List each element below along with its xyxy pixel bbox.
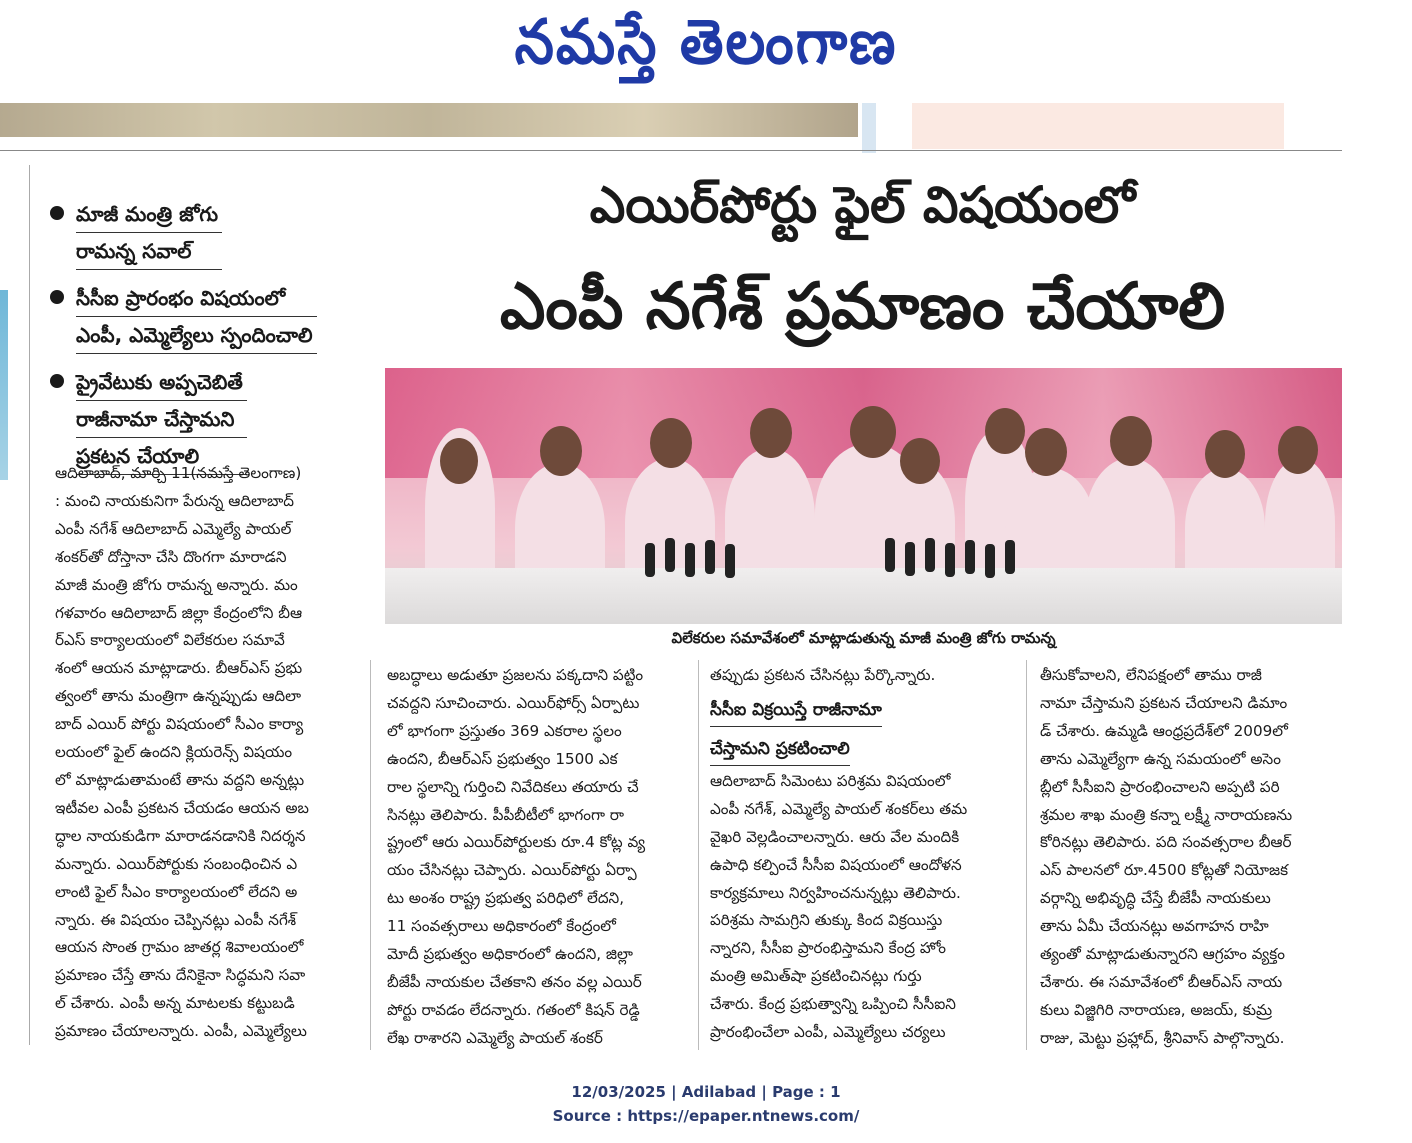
article-line: మోదీ ప్రభుత్వం అధికారంలో ఉందని, జిల్లా bbox=[387, 945, 633, 964]
subheading: సీసీఐ విక్రయిస్తే రాజీనామా bbox=[710, 694, 882, 727]
article-line: లాంటి ఫైల్ సీఎం కార్యాలయంలో లేదని అ bbox=[55, 882, 298, 901]
microphone-icon bbox=[905, 542, 915, 576]
person-figure bbox=[725, 448, 815, 588]
article-line: తీసుకోవాలని, లేనిపక్షంలో తాము రాజీ bbox=[1040, 666, 1262, 684]
microphone-icon bbox=[925, 538, 935, 572]
article-line: ద్ధాల నాయకుడిగా మారాడనడానికి నిదర్శన bbox=[55, 826, 306, 845]
article-line: లో మాట్లాడుతామంటే తాను వద్దని అన్నట్లు bbox=[55, 770, 305, 789]
newspaper-logo: నమస్తే తెలంగాణ bbox=[514, 6, 898, 79]
article-line: న్నారు. ఈ విషయం చెప్పినట్లు ఎంపీ నగేశ్ bbox=[55, 910, 297, 929]
top-rule bbox=[0, 150, 1342, 151]
microphone-icon bbox=[705, 540, 715, 574]
article-line: : మంచి నాయకునిగా పేరున్న ఆదిలాబాద్ bbox=[55, 491, 294, 510]
article-line: బ్లీలో సీసీఐని ప్రారంభించాలని అప్పటి పరి bbox=[1040, 777, 1280, 796]
bullet-line: మాజీ మంత్రి జోగు bbox=[76, 196, 222, 233]
person-head bbox=[850, 406, 896, 458]
article-line: ఆయన సొంత గ్రామం జాతర్ల శివాలయంలో bbox=[55, 938, 304, 957]
article-line: వైఖరి వెల్లడించాలన్నారు. ఆరు వేల మందికి bbox=[710, 827, 960, 846]
person-head bbox=[1205, 430, 1245, 478]
microphone-icon bbox=[725, 544, 735, 578]
microphone-icon bbox=[1005, 540, 1015, 574]
person-head bbox=[1025, 428, 1067, 476]
article-line: వర్గాన్ని అభివృద్ధి చేస్తే బీజేపీ నాయకులు bbox=[1040, 889, 1271, 908]
bullet-line: సీసీఐ ప్రారంభం విషయంలో bbox=[76, 280, 317, 317]
person-head bbox=[540, 426, 582, 476]
article-line: 11 సంవత్సరాలు అధికారంలో కేంద్రంలో bbox=[387, 917, 616, 936]
article-line: ఉపాధి కల్పించే సీసీఐ విషయంలో ఆందోళన bbox=[710, 855, 962, 874]
article-line: ఇటీవల ఎంపీ ప్రకటన చేయడం ఆయన అబ bbox=[55, 798, 309, 817]
article-line: బీజేపీ నాయకుల చేతకాని తనం వల్ల ఎయిర్ bbox=[387, 972, 642, 991]
top-photo-strip bbox=[0, 103, 858, 137]
article-column-2 bbox=[387, 662, 685, 1053]
article-line: త్యంతో మాట్లాడుతున్నారని ఆగ్రహం వ్యక్తం bbox=[1040, 945, 1285, 964]
article-line: ర్‌ఎస్ కార్యాలయంలో విలేకరుల సమావే bbox=[55, 631, 285, 650]
article-line: ప్రారంభించేలా ఎంపీ, ఎమ్మెల్యేలు చర్యలు bbox=[710, 1023, 946, 1042]
article-line: చవద్దని సూచించారు. ఎయిర్‌ఫోర్స్ ఏర్పాటు bbox=[387, 693, 640, 712]
microphone-icon bbox=[885, 538, 895, 572]
microphone-icon bbox=[645, 543, 655, 577]
top-pink-strip bbox=[912, 103, 1284, 149]
article-line: త్వంలో తాను మంత్రిగా ఉన్నప్పుడు ఆదిలా bbox=[55, 687, 302, 706]
column-rule bbox=[370, 660, 371, 1050]
bullet-item bbox=[50, 280, 360, 354]
article-line: రాజు, మెట్టు ప్రహ్లాద్, శ్రీనివాస్ పాల్గొన్నారు. bbox=[1040, 1028, 1285, 1047]
article-line: తాను ఎమ్మెల్యేగా ఉన్న సమయంలో అసెం bbox=[1040, 749, 1281, 768]
person-head bbox=[650, 418, 692, 468]
article-line: డ్ చేశారు. ఉమ్మడి ఆంధ్రప్రదేశ్‌లో 2009లో bbox=[1040, 721, 1288, 740]
article-line: శంలో ఆయన మాట్లాడారు. బీఆర్‌ఎస్ ప్రభు bbox=[55, 659, 303, 678]
press-table bbox=[385, 568, 1342, 624]
article-line: మాజీ మంత్రి జోగు రామన్న అన్నారు. మం bbox=[55, 575, 298, 594]
highlight-bullets bbox=[50, 196, 360, 485]
person-head bbox=[985, 408, 1025, 454]
article-line: గళవారం ఆదిలాబాద్ జిల్లా కేంద్రంలోని బీఆ bbox=[55, 603, 303, 622]
article-line: లయంలో ఫైల్ ఉందని క్లియరెన్స్ విషయం bbox=[55, 743, 293, 762]
article-line: ల్ చేశారు. ఎంపీ అన్న మాటలకు కట్టుబడి bbox=[55, 994, 295, 1013]
bullet-dot-icon bbox=[50, 290, 64, 304]
article-line: ఉందని, బీఆర్‌ఎస్ ప్రభుత్వం 1500 ఎక bbox=[387, 749, 618, 768]
photo-caption: విలేకరుల సమావేశంలో మాట్లాడుతున్న మాజీ మంత్రి జోగు రామన్న bbox=[671, 629, 1056, 647]
article-line: తాను ఏమీ చేయనట్లు అవగాహన రాహి bbox=[1040, 917, 1269, 936]
headline-line-2: ఎంపీ నగేశ్ ప్రమాణం చేయాలి bbox=[499, 270, 1226, 344]
microphone-icon bbox=[965, 540, 975, 574]
bullet-dot-icon bbox=[50, 206, 64, 220]
article-line: టు అంశం రాష్ట్ర ప్రభుత్వ పరిధిలో లేదని, bbox=[387, 889, 625, 908]
article-column-4 bbox=[1040, 662, 1342, 1053]
bullet-line: ఎంపీ, ఎమ్మెల్యేలు స్పందించాలి bbox=[76, 317, 317, 354]
person-head bbox=[1110, 416, 1152, 466]
article-line: చేశారు. కేంద్ర ప్రభుత్వాన్ని ఒప్పించి సీసీఐని bbox=[710, 995, 956, 1014]
article-line: పరిశ్రమ సామగ్రిని తుక్కు కింద విక్రయిస్తు bbox=[710, 911, 943, 930]
footer-date-edition: 12/03/2025 | Adilabad | Page : 1 bbox=[571, 1083, 841, 1101]
subheading: చేస్తామని ప్రకటించాలి bbox=[710, 733, 850, 766]
column-rule bbox=[698, 660, 699, 1050]
article-line: న్నారని, సీసీఐ ప్రారంభిస్తామని కేంద్ర హోం bbox=[710, 939, 946, 958]
press-meet-photo bbox=[385, 368, 1342, 624]
bullet-line: ప్రైవేటుకు అప్పచెబితే bbox=[76, 364, 247, 401]
left-column-rule bbox=[29, 165, 30, 1045]
article-line: ఆదిలాబాద్, మార్చి 11(నమస్తే తెలంగాణ) bbox=[55, 464, 302, 482]
article-line: నామా చేస్తామని ప్రకటన చేయాలని డిమాం bbox=[1040, 693, 1288, 712]
article-line: ప్రమాణం చేయాలన్నారు. ఎంపీ, ఎమ్మెల్యేలు bbox=[55, 1022, 307, 1041]
article-line: ఎంపీ నగేశ్, ఎమ్మెల్యే పాయల్ శంకర్‌లు తమ bbox=[710, 799, 968, 818]
article-line: శ్రమల శాఖ మంత్రి కన్నా లక్ష్మీ నారాయణను bbox=[1040, 805, 1293, 824]
footer-source: Source : https://epaper.ntnews.com/ bbox=[552, 1107, 860, 1125]
microphone-icon bbox=[665, 538, 675, 572]
bullet-item bbox=[50, 196, 360, 270]
bullet-line: ప్రకటన చేయాలి bbox=[76, 438, 247, 475]
headline-line-1: ఎయిర్‌పోర్టు ఫైల్ విషయంలో bbox=[589, 176, 1136, 234]
article-line: లో భాగంగా ప్రస్తుతం 369 ఎకరాల స్థలం bbox=[387, 721, 622, 740]
bullet-line: రామన్న సవాల్ bbox=[76, 233, 222, 270]
article-line: తప్పుడు ప్రకటన చేసినట్లు పేర్కొన్నారు. bbox=[710, 666, 936, 684]
microphone-icon bbox=[685, 543, 695, 577]
microphone-icon bbox=[985, 544, 995, 578]
article-line: చేశారు. ఈ సమావేశంలో బీఆర్‌ఎస్ నాయ bbox=[1040, 972, 1283, 991]
article-line: ఆదిలాబాద్ సిమెంటు పరిశ్రమ విషయంలో bbox=[710, 771, 951, 790]
article-line: ష్ట్రంలో ఆరు ఎయిర్‌పోర్టులకు రూ.4 కోట్ల వ్య bbox=[387, 833, 646, 852]
masthead bbox=[0, 0, 1412, 100]
bullet-item bbox=[50, 364, 360, 475]
article-line: బాద్ ఎయిర్ పోర్టు విషయంలో సీఎం కార్యా bbox=[55, 715, 304, 734]
person-head bbox=[750, 408, 792, 458]
article-line: ఎస్ పాలనలో రూ.4500 కోట్లతో నియోజక bbox=[1040, 861, 1289, 880]
article-line: కులు విజ్జిగిరి నారాయణ, అజయ్, కుమ్ర bbox=[1040, 1000, 1273, 1019]
article-line: ప్రమాణం చేస్తే తాను దేనికైనా సిద్ధమని సవా bbox=[55, 966, 306, 985]
article-line: మంత్రి అమిత్‌షా ప్రకటించినట్లు గుర్తు bbox=[710, 967, 922, 986]
article-line: ఎంపీ నగేశ్ ఆదిలాబాద్ ఎమ్మెల్యే పాయల్ bbox=[55, 519, 292, 538]
article-line: యం చేసినట్లు చెప్పారు. ఎయిర్‌పోర్టు ఏర్పా bbox=[387, 861, 637, 880]
person-head bbox=[440, 438, 478, 484]
article-line: రాల స్థలాన్ని గుర్తించి నివేదికలు తయారు చే bbox=[387, 777, 639, 796]
bullet-line: రాజీనామా చేస్తామని bbox=[76, 401, 247, 438]
article-line: కోరినట్లు తెలిపారు. పది సంవత్సరాల బీఆర్ bbox=[1040, 833, 1292, 852]
article-line: పోర్టు రావడం లేదన్నారు. గతంలో కిషన్ రెడ్డి bbox=[387, 1000, 640, 1019]
article-line: శంకర్‌తో దోస్తానా చేసి దొంగగా మారాడని bbox=[55, 547, 287, 566]
person-head bbox=[1278, 426, 1318, 474]
article-line: లేఖ రాశారని ఎమ్మెల్యే పాయల్ శంకర్ bbox=[387, 1028, 603, 1047]
left-edge-image-fragment bbox=[0, 290, 8, 480]
article-column-1 bbox=[55, 460, 355, 1046]
microphone-icon bbox=[945, 543, 955, 577]
article-column-3 bbox=[710, 662, 1010, 1047]
article-line: మన్నారు. ఎయిర్‌పోర్టుకు సంబంధించిన ఎ bbox=[55, 854, 298, 873]
top-blue-strip bbox=[862, 103, 876, 153]
article-line: అబద్ధాలు అడుతూ ప్రజలను పక్కదాని పట్టిం bbox=[387, 666, 644, 684]
bullet-dot-icon bbox=[50, 374, 64, 388]
article-line: కార్యక్రమాలు నిర్వహించనున్నట్లు తెలిపారు. bbox=[710, 883, 961, 902]
page-footer bbox=[0, 1080, 1412, 1128]
column-rule bbox=[1026, 660, 1027, 1050]
person-head bbox=[900, 438, 940, 484]
article-line: సినట్లు తెలిపారు. పీపీబీటీలో భాగంగా రా bbox=[387, 805, 625, 824]
